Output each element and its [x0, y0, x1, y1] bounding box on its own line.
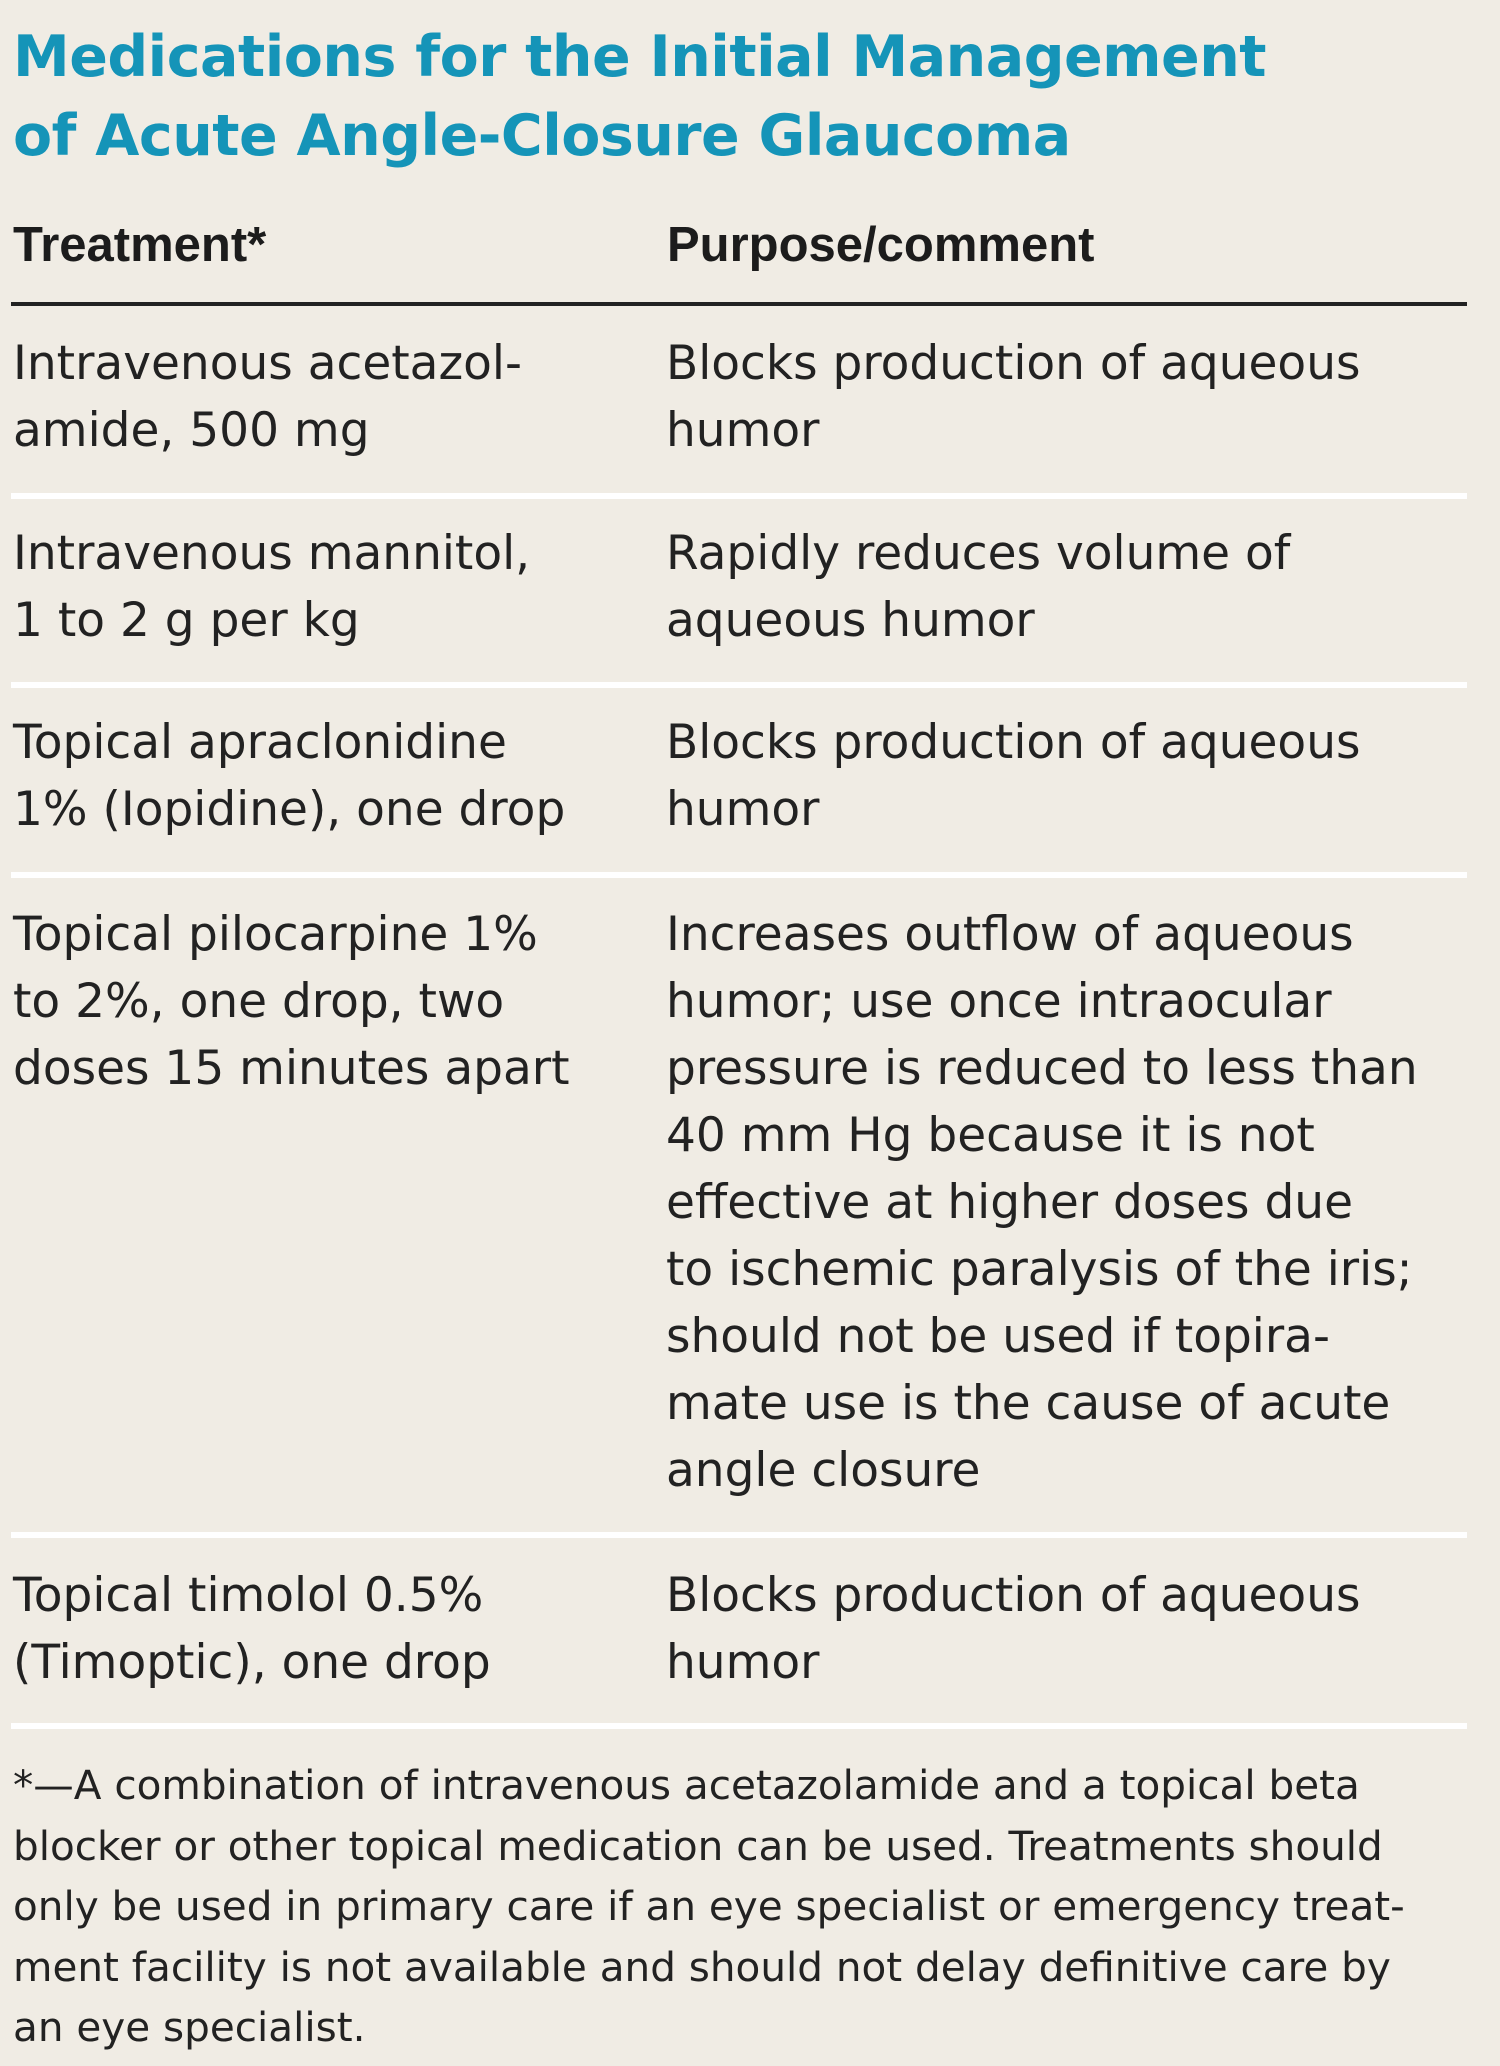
treatment-line: Topical timolol 0.5%	[13, 1568, 484, 1623]
treatment-line: 1% (Iopidine), one drop	[13, 782, 566, 837]
purpose-line: Rapidly reduces volume of	[666, 526, 1291, 581]
purpose-line: mate use is the cause of acute	[666, 1376, 1391, 1431]
purpose-line: humor	[666, 1635, 820, 1690]
footnote-line: ment facility is not available and should not delay definitive care by	[13, 1942, 1391, 1991]
header-divider	[11, 302, 1467, 306]
treatment-line: Topical pilocarpine 1%	[13, 907, 538, 962]
treatment-line: to 2%, one drop, two	[13, 974, 505, 1029]
purpose-cell	[666, 709, 1360, 843]
purpose-cell	[666, 330, 1360, 464]
purpose-line: angle closure	[666, 1443, 981, 1498]
purpose-line: to ischemic paralysis of the iris;	[666, 1242, 1413, 1297]
header-purpose-comment: Purpose/comment	[667, 218, 1095, 272]
purpose-line: 40 mm Hg because it is not	[666, 1108, 1315, 1163]
purpose-line: should not be used if topira-	[666, 1309, 1330, 1364]
row-divider	[11, 1532, 1467, 1538]
purpose-line: humor	[666, 403, 820, 458]
purpose-line: humor; use once intraocular	[666, 974, 1332, 1029]
purpose-line: effective at higher doses due	[666, 1175, 1353, 1230]
purpose-line: Increases outflow of aqueous	[666, 907, 1354, 962]
row-divider	[11, 493, 1467, 499]
footnote-line: blocker or other topical medication can be used. Treatments should	[13, 1821, 1383, 1870]
table-title	[13, 18, 1473, 176]
purpose-cell	[666, 901, 1418, 1504]
treatment-line: 1 to 2 g per kg	[13, 593, 360, 648]
purpose-cell	[666, 520, 1290, 654]
treatment-cell	[13, 709, 565, 843]
purpose-line: pressure is reduced to less than	[666, 1041, 1418, 1096]
row-divider	[11, 1723, 1467, 1729]
purpose-line: Blocks production of aqueous	[666, 715, 1361, 770]
row-divider	[11, 682, 1467, 688]
table-header	[13, 210, 1465, 300]
table-footnote	[13, 1755, 1473, 2058]
row-divider	[11, 872, 1467, 878]
header-treatment: Treatment*	[13, 218, 267, 272]
treatment-line: (Timoptic), one drop	[13, 1635, 491, 1690]
purpose-line: humor	[666, 782, 820, 837]
treatment-cell	[13, 330, 522, 464]
purpose-line: aqueous humor	[666, 593, 1035, 648]
title-line: Medications for the Initial Management	[13, 24, 1267, 90]
purpose-cell	[666, 1562, 1360, 1696]
treatment-line: Intravenous mannitol,	[13, 526, 531, 581]
footnote-line: *—A combination of intravenous acetazolamide and a topical beta	[13, 1761, 1360, 1809]
treatment-line: Topical apraclonidine	[13, 715, 507, 770]
treatment-cell	[13, 520, 530, 654]
purpose-line: Blocks production of aqueous	[666, 1568, 1361, 1623]
footnote-line: an eye specialist.	[13, 2003, 366, 2051]
treatment-line: Intravenous acetazol-	[13, 336, 522, 391]
purpose-line: Blocks production of aqueous	[666, 336, 1361, 391]
footnote-line: only be used in primary care if an eye specialist or emergency treat-	[13, 1882, 1405, 1930]
treatment-line: amide, 500 mg	[13, 403, 370, 458]
treatment-cell	[13, 901, 570, 1102]
treatment-line: doses 15 minutes apart	[13, 1041, 570, 1096]
title-line: of Acute Angle-Closure Glaucoma	[13, 103, 1071, 169]
treatment-cell	[13, 1562, 491, 1696]
